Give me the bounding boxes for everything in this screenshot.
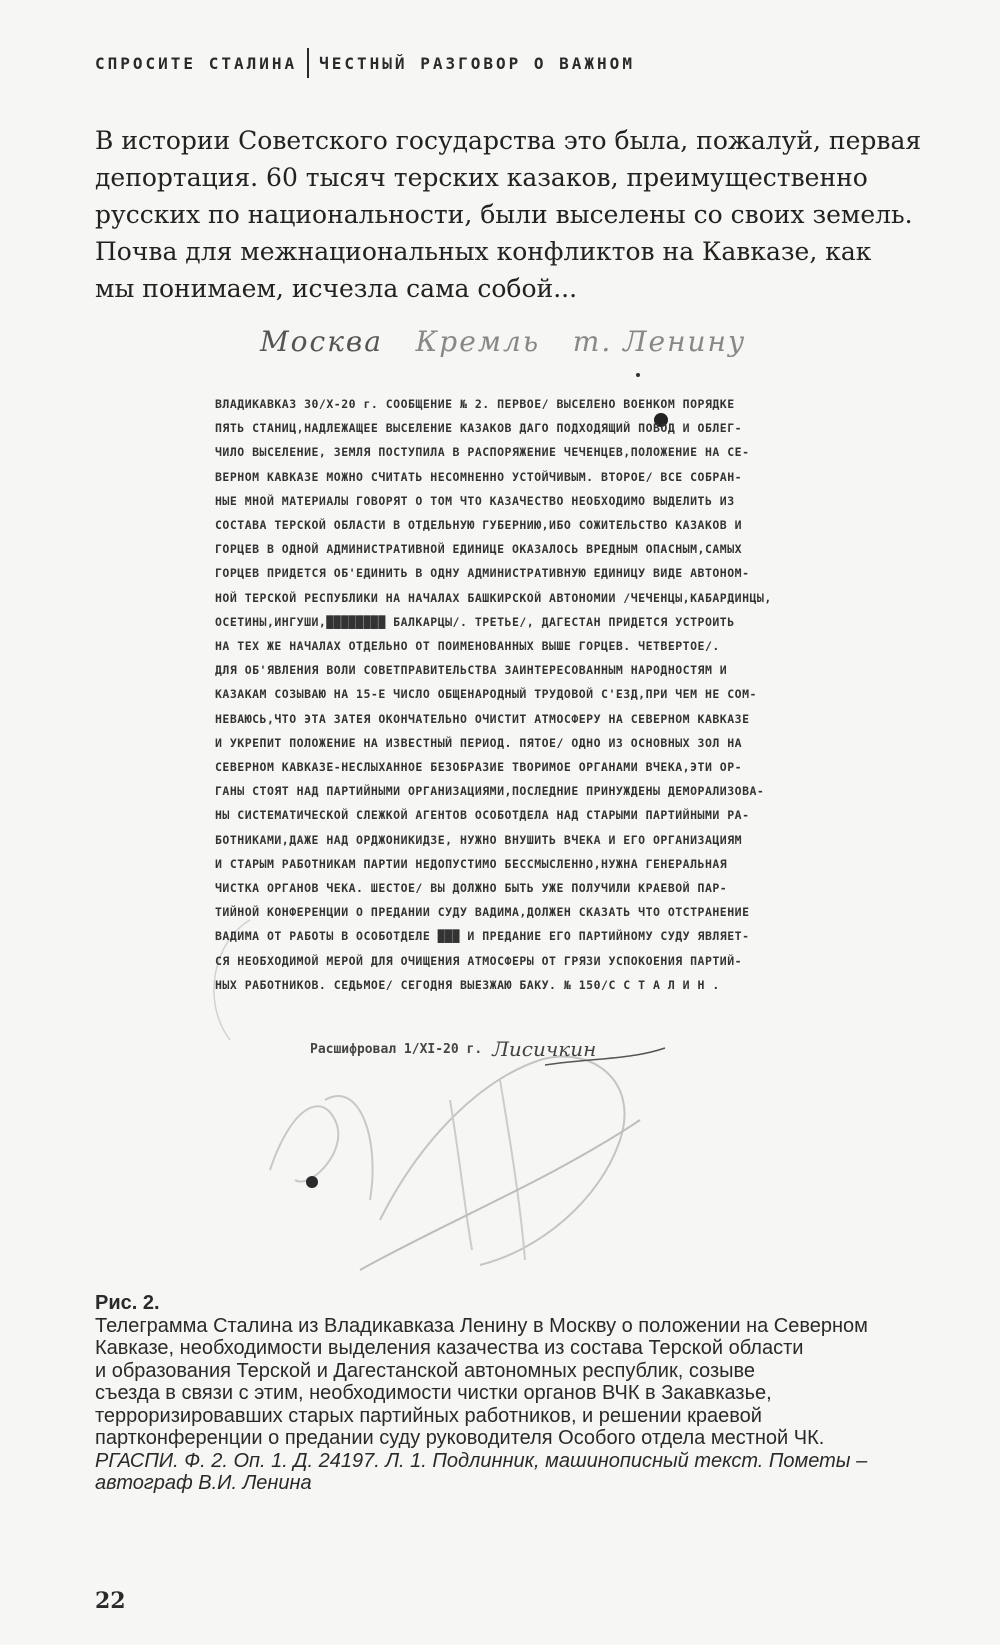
telegram-line: НЫ СИСТЕМАТИЧЕСКОЙ СЛЕЖКОЙ АГЕНТОВ ОСОБОТДЕЛА НАД СТАРЫМИ ПАРТИЙНЫМИ РА-: [215, 808, 750, 823]
telegram-line: НЕВАЮСЬ,ЧТО ЭТА ЗАТЕЯ ОКОНЧАТЕЛЬНО ОЧИСТИТ АТМОСФЕРУ НА СЕВЕРНОМ КАВКАЗЕ: [215, 711, 750, 726]
telegram-line: ВЕРНОМ КАВКАЗЕ МОЖНО СЧИТАТЬ НЕСОМНЕННО УСТОЙЧИВЫМ. ВТОРОЕ/ ВСЕ СОБРАН-: [215, 469, 743, 484]
telegram-line: И СТАРЫМ РАБОТНИКАМ ПАРТИИ НЕДОПУСТИМО БЕССМЫСЛЕННО,НУЖНА ГЕНЕРАЛЬНАЯ: [215, 856, 728, 871]
intro-paragraph: [95, 122, 955, 307]
book-title: СПРОСИТЕ СТАЛИНА: [95, 53, 298, 73]
caption-line: партконференции о предании суду руководителя Особого отдела местной ЧК.: [95, 1427, 825, 1449]
telegram-line: ГАНЫ СТОЯТ НАД ПАРТИЙНЫМИ ОРГАНИЗАЦИЯМИ,ПОСЛЕДНИЕ ПРИНУЖДЕНЫ ДЕМОРАЛИЗОВА-: [215, 784, 765, 799]
page-number: 22: [95, 1588, 126, 1614]
decipher-date: Расшифровал 1/ХI-20 г.: [310, 1041, 483, 1057]
telegram-facsimile: [120, 320, 940, 1280]
telegram-line: ОСЕТИНЫ,ИНГУШИ,████████ БАЛКАРЦЫ/. ТРЕТЬЕ/, ДАГЕСТАН ПРИДЕТСЯ УСТРОИТЬ: [215, 614, 735, 629]
telegram-line: СЯ НЕОБХОДИМОЙ МЕРОЙ ДЛЯ ОЧИЩЕНИЯ АТМОСФЕРЫ ОТ ГРЯЗИ УСПОКОЕНИЯ ПАРТИЙ-: [215, 953, 743, 968]
caption-line: и образования Терской и Дагестанской автономных республик, созыве: [95, 1359, 756, 1382]
caption-line: терроризировавших старых партийных работников, и решении краевой: [95, 1404, 762, 1427]
caption-line: съезда в связи с этим, необходимости чистки органов ВЧК в Закавказье,: [95, 1382, 772, 1404]
caption-line: Телеграмма Сталина из Владикавказа Ленину в Москву о положении на Северном: [95, 1314, 868, 1337]
telegram-line: ТИЙНОЙ КОНФЕРЕНЦИИ О ПРЕДАНИИ СУДУ ВАДИМА,ДОЛЖЕН СКАЗАТЬ ЧТО ОТСТРАНЕНИЕ: [215, 905, 750, 920]
address-city: Москва: [260, 325, 383, 358]
address-recipient: т. Ленину: [572, 325, 747, 358]
intro-line: депортация. 60 тысяч терских казаков, преимущественно: [95, 163, 868, 192]
intro-line: мы понимаем, исчезла сама собой...: [95, 274, 578, 303]
figure-caption: [95, 1292, 955, 1495]
decipher-note: [310, 1037, 596, 1061]
running-head-divider: [307, 48, 309, 78]
telegram-line: НОЙ ТЕРСКОЙ РЕСПУБЛИКИ НА НАЧАЛАХ БАШКИРСКОЙ АВТОНОМИИ /ЧЕЧЕНЦЫ,КАБАРДИНЦЫ,: [215, 590, 772, 605]
archive-source: РГАСПИ. Ф. 2. Оп. 1. Д. 24197. Л. 1. Подлинник, машинописный текст. Пометы – автограф В.И. Ленина: [95, 1449, 868, 1494]
telegram-line: ВЛАДИКАВКАЗ 30/Х-20 г. СООБЩЕНИЕ № 2. ПЕРВОЕ/ ВЫСЕЛЕНО ВОЕНКОМ ПОРЯДКЕ: [215, 397, 735, 411]
telegram-line: СОСТАВА ТЕРСКОЙ ОБЛАСТИ В ОТДЕЛЬНУЮ ГУБЕРНИЮ,ИБО СОЖИТЕЛЬСТВО КАЗАКОВ И: [215, 518, 743, 533]
telegram-line: БОТНИКАМИ,ДАЖЕ НАД ОРДЖОНИКИДЗЕ, НУЖНО ВНУШИТЬ ВЧЕКА И ЕГО ОРГАНИЗАЦИЯМ: [215, 832, 743, 847]
book-subtitle: ЧЕСТНЫЙ РАЗГОВОР О ВАЖНОМ: [319, 53, 635, 73]
address-place: Кремль: [415, 325, 541, 358]
running-head: [95, 48, 635, 78]
decipherer-signature: Лисичкин: [492, 1037, 597, 1061]
telegram-line: НЫЕ МНОЙ МАТЕРИАЛЫ ГОВОРЯТ О ТОМ ЧТО КАЗАЧЕСТВО НЕОБХОДИМО ВЫДЕЛИТЬ ИЗ: [215, 493, 735, 508]
telegram-line: ГОРЦЕВ ПРИДЕТСЯ ОБ'ЕДИНИТЬ В ОДНУ АДМИНИСТРАТИВНУЮ ЕДИНИЦУ ВИДЕ АВТОНОМ-: [215, 566, 750, 581]
telegram-line: ЧИЛО ВЫСЕЛЕНИЕ, ЗЕМЛЯ ПОСТУПИЛА В РАСПОРЯЖЕНИЕ ЧЕЧЕНЦЕВ,ПОЛОЖЕНИЕ НА СЕ-: [215, 445, 750, 460]
intro-line: Почва для межнациональных конфликтов на Кавказе, как: [95, 237, 872, 266]
telegram-line: ДЛЯ ОБ'ЯВЛЕНИЯ ВОЛИ СОВЕТПРАВИТЕЛЬСТВА ЗАИНТЕРЕСОВАННЫМ НАРОДНОСТЯМ И: [215, 663, 728, 678]
telegram-line: СЕВЕРНОМ КАВКАЗЕ-НЕСЛЫХАННОЕ БЕЗОБРАЗИЕ ТВОРИМОЕ ОРГАНАМИ ВЧЕКА,ЭТИ ОР-: [215, 760, 743, 775]
telegram-line: НА ТЕХ ЖЕ НАЧАЛАХ ОТДЕЛЬНО ОТ ПОИМЕНОВАННЫХ ВЫШЕ ГОРЦЕВ. ЧЕТВЕРТОЕ/.: [215, 639, 720, 654]
intro-line: В истории Советского государства это была, пожалуй, первая: [95, 126, 922, 155]
telegram-line: ВАДИМА ОТ РАБОТЫ В ОСОБОТДЕЛЕ ███ И ПРЕДАНИЕ ЕГО ПАРТИЙНОМУ СУДУ ЯВЛЯЕТ-: [215, 929, 750, 944]
figure-label: Рис. 2.: [95, 1292, 160, 1314]
telegram-line: ЧИСТКА ОРГАНОВ ЧЕКА. ШЕСТОЕ/ ВЫ ДОЛЖНО БЫТЬ УЖЕ ПОЛУЧИЛИ КРАЕВОЙ ПАР-: [215, 881, 728, 896]
handwritten-address: [260, 325, 746, 358]
telegram-text: [215, 392, 895, 997]
telegram-line: КАЗАКАМ СОЗЫВАЮ НА 15-Е ЧИСЛО ОБЩЕНАРОДНЫЙ ТРУДОВОЙ С'ЕЗД,ПРИ ЧЕМ НЕ СОМ-: [215, 687, 757, 702]
caption-line: Кавказе, необходимости выделения казачества из состава Терской области: [95, 1337, 804, 1359]
telegram-line: ПЯТЬ СТАНИЦ,НАДЛЕЖАЩЕЕ ВЫСЕЛЕНИЕ КАЗАКОВ ДАГО ПОДХОДЯЩИЙ ПОВОД И ОБЛЕГ-: [215, 421, 743, 436]
telegram-line: И УКРЕПИТ ПОЛОЖЕНИЕ НА ИЗВЕСТНЫЙ ПЕРИОД. ПЯТОЕ/ ОДНО ИЗ ОСНОВНЫХ ЗОЛ НА: [215, 735, 743, 750]
intro-line: русских по национальности, были выселены со своих земель.: [95, 200, 913, 229]
telegram-line: НЫХ РАБОТНИКОВ. СЕДЬМОЕ/ СЕГОДНЯ ВЫЕЗЖАЮ БАКУ. № 150/С С Т А Л И Н .: [215, 977, 720, 992]
telegram-line: ГОРЦЕВ В ОДНОЙ АДМИНИСТРАТИВНОЙ ЕДИНИЦЕ ОКАЗАЛОСЬ ВРЕДНЫМ ОПАСНЫМ,САМЫХ: [215, 542, 743, 557]
